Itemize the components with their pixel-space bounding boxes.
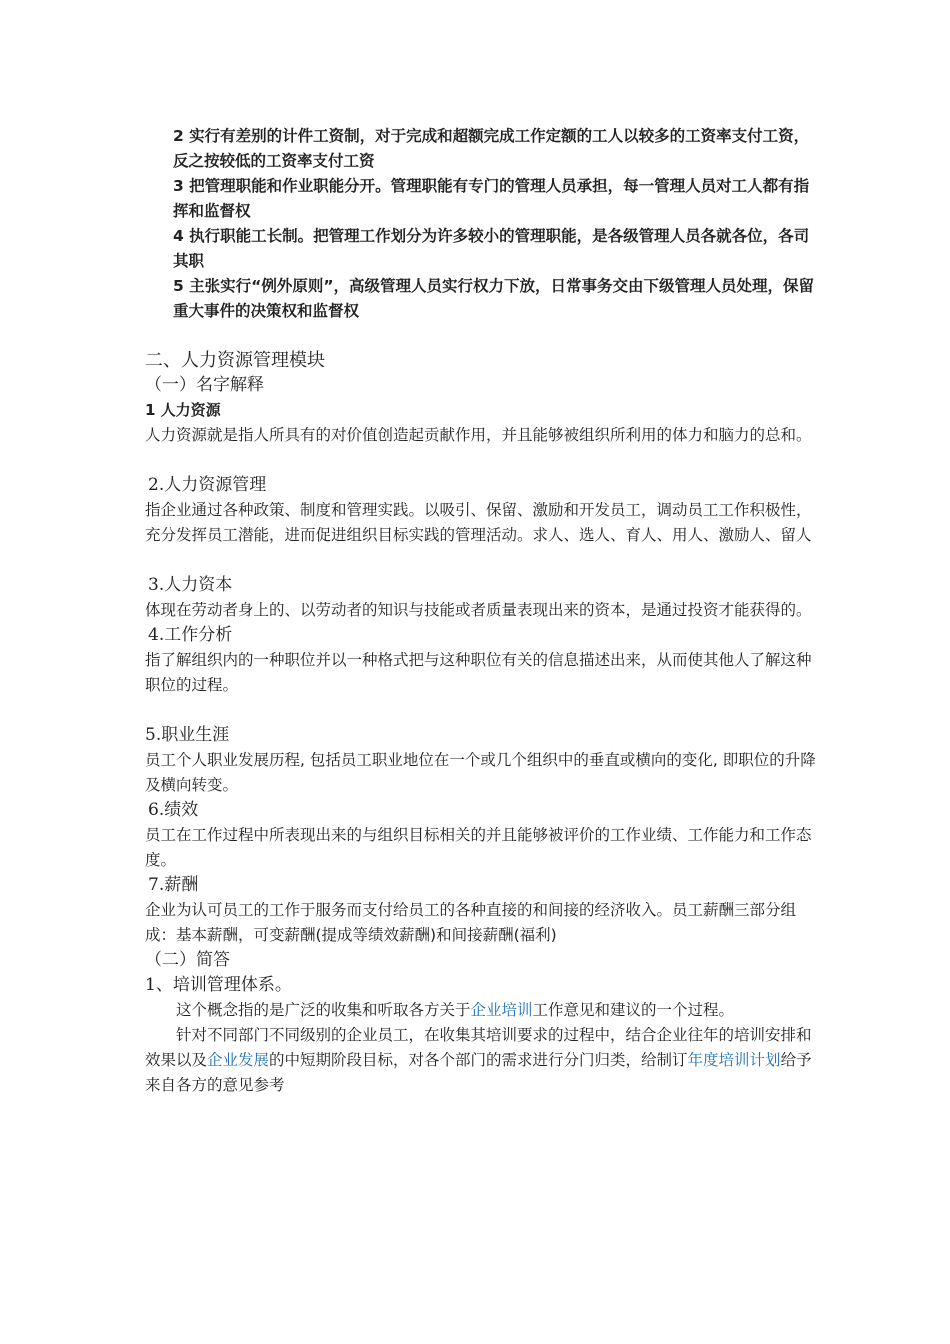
question-title-training-system: 1、培训管理体系。	[145, 975, 292, 995]
term-title-compensation: 7.薪酬	[148, 875, 199, 895]
term-title-career: 5.职业生涯	[145, 725, 230, 745]
answer-text: 给予来自各方的意见参考	[145, 1051, 812, 1094]
answer-paragraph	[145, 998, 825, 1023]
link-enterprise-training[interactable]: 企业培训	[470, 1001, 533, 1019]
numbered-list	[173, 124, 823, 324]
list-item: 3 把管理职能和作业职能分开。管理职能有专门的管理人员承担，每一管理人员对工人都有指挥和监督权	[173, 177, 810, 220]
section-heading: 二、人力资源管理模块	[145, 350, 325, 371]
term-definition-human-capital: 体现在劳动者身上的、以劳动者的知识与技能或者质量表现出来的资本，是通过投资才能获得的。	[145, 601, 812, 619]
list-item: 5 主张实行“例外原则”，高级管理人员实行权力下放，日常事务交由下级管理人员处理，保留重大事件的决策权和监督权	[173, 277, 815, 320]
subsection-heading-short-answer: （二）简答	[145, 950, 230, 970]
term-title-job-analysis: 4.工作分析	[148, 625, 233, 645]
term-definition-job-analysis: 指了解组织内的一种职位并以一种格式把与这种职位有关的信息描述出来，从而使其他人了解这种职位的过程。	[145, 651, 812, 694]
link-enterprise-development[interactable]: 企业发展	[207, 1051, 270, 1069]
term-definition-career: 员工个人职业发展历程, 包括员工职业地位在一个或几个组织中的垂直或横向的变化, 即职位的升降及横向转变。	[145, 751, 816, 794]
term-definition-hrm: 指企业通过各种政策、制度和管理实践。以吸引、保留、激励和开发员工，调动员工工作积极性，充分发挥员工潜能，进而促进组织目标实践的管理活动。求人、选人、育人、用人、激励人、留人	[145, 501, 812, 544]
term-definition-human-resources: 人力资源就是指人所具有的对价值创造起贡献作用，并且能够被组织所利用的体力和脑力的总和。	[145, 426, 812, 444]
list-item: 4 执行职能工长制。把管理工作划分为许多较小的管理职能，是各级管理人员各就各位，各司其职	[173, 227, 810, 270]
answer-paragraph	[145, 1023, 825, 1098]
term-title-hrm: 2.人力资源管理	[148, 475, 267, 495]
answer-text: 针对不同部门不同级别的企业员工，在收集其培训要求的过程中，结合企业往年的培训安排和效果以及	[145, 1026, 812, 1069]
answer-text: 这个概念指的是广泛的收集和听取各方关于	[176, 1001, 471, 1019]
term-title-performance: 6.绩效	[148, 800, 199, 820]
term-definition-performance: 员工在工作过程中所表现出来的与组织目标相关的并且能够被评价的工作业绩、工作能力和工作态度。	[145, 826, 812, 869]
term-title-human-capital: 3.人力资本	[148, 575, 233, 595]
subsection-heading-definitions: （一）名字解释	[145, 375, 264, 395]
answer-text: 工作意见和建议的一个过程。	[532, 1001, 735, 1019]
term-title-human-resources: 1 人力资源	[145, 401, 221, 419]
answer-text: 的中短期阶段目标，对各个部门的需求进行分门归类，给制订	[269, 1051, 688, 1069]
term-definition-compensation: 企业为认可员工的工作于服务而支付给员工的各种直接的和间接的经济收入。员工薪酬三部分组成：基本薪酬，可变薪酬(提成等绩效薪酬)和间接薪酬(福利)	[145, 901, 797, 944]
link-annual-training-plan[interactable]: 年度培训计划	[687, 1051, 781, 1069]
main-content	[145, 348, 825, 1098]
list-item: 2 实行有差别的计件工资制，对于完成和超额完成工作定额的工人以较多的工资率支付工资，反之按较低的工资率支付工资	[173, 127, 810, 170]
